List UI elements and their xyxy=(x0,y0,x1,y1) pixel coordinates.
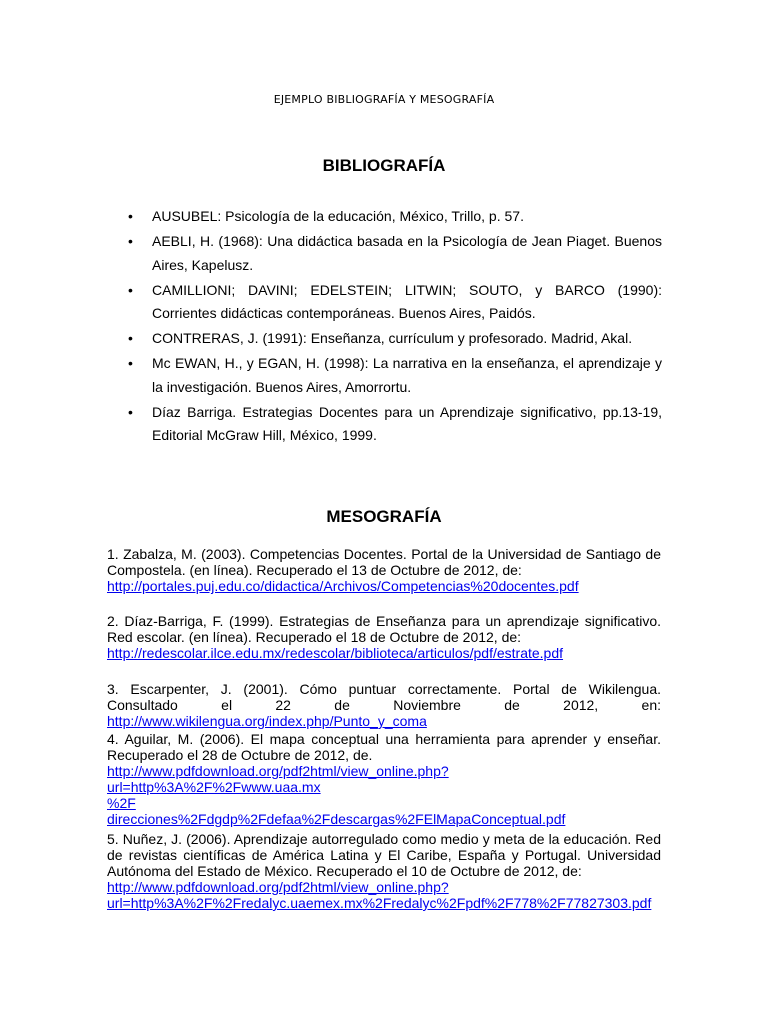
bibliografia-item xyxy=(128,230,662,277)
bullet-icon: • xyxy=(128,355,133,371)
mesografia-entry-text: 4. Aguilar, M. (2006). El mapa conceptual una herramienta para aprender y enseñar. Recuperado el 28 de Octubre de 2012, de. xyxy=(107,731,661,763)
bibliografia-item-text: CAMILLIONI; DAVINI; EDELSTEIN; LITWIN; SOUTO, y BARCO (1990): Corrientes didácticas contemporáneas. Buenos Aires, Paidós. xyxy=(152,281,662,321)
bibliografia-item-text: AUSUBEL: Psicología de la educación, México, Trillo, p. 57. xyxy=(152,208,524,224)
bibliografia-item xyxy=(128,205,662,229)
mesografia-entry xyxy=(107,731,661,827)
mesografia-link[interactable]: url=http%3A%2F%2Fredalyc.uaemex.mx%2Fredalyc%2Fpdf%2F778%2F77827303.pdf xyxy=(107,895,652,911)
bibliografia-item xyxy=(128,352,662,399)
bibliografia-item-text: Mc EWAN, H., y EGAN, H. (1998): La narrativa en la enseñanza, el aprendizaje y la investigación. Buenos Aires, Amorrortu. xyxy=(152,355,662,395)
bibliografia-item xyxy=(128,401,662,448)
mesografia-link[interactable]: http://portales.puj.edu.co/didactica/Archivos/Competencias%20docentes.pdf xyxy=(107,578,579,594)
mesografia-entry xyxy=(107,546,661,594)
bullet-icon: • xyxy=(128,281,133,298)
bullet-icon: • xyxy=(128,403,133,420)
mesografia-link[interactable]: %2F xyxy=(107,795,136,811)
mesografia-entry-text: 3. Escarpenter, J. (2001). Cómo puntuar correctamente. Portal de Wikilengua. Consultado el 22 de Noviembre de 2012, en: xyxy=(107,681,661,713)
bullet-icon: • xyxy=(128,330,133,346)
bibliografia-item xyxy=(128,327,662,351)
mesografia-entry xyxy=(107,613,661,661)
bibliografia-item xyxy=(128,279,662,326)
document-title: EJEMPLO BIBLIOGRAFÍA Y MESOGRAFÍA xyxy=(273,93,495,106)
bibliografia-item-text: CONTRERAS, J. (1991): Enseñanza, currículum y profesorado. Madrid, Akal. xyxy=(152,330,633,346)
bibliografia-heading: BIBLIOGRAFÍA xyxy=(322,156,446,175)
mesografia-link[interactable]: http://www.pdfdownload.org/pdf2html/view_online.php?url=http%3A%2F%2Fwww.uaa.mx xyxy=(107,763,449,795)
mesografia-link[interactable]: http://www.wikilengua.org/index.php/Punto_y_coma xyxy=(107,713,427,729)
bibliografia-item-text: AEBLI, H. (1968): Una didáctica basada en la Psicología de Jean Piaget. Buenos Aires, Kapelusz. xyxy=(152,233,662,273)
mesografia-link[interactable]: direcciones%2Fdgdp%2Fdefaa%2Fdescargas%2FElMapaConceptual.pdf xyxy=(107,811,566,827)
bullet-icon: • xyxy=(128,233,133,249)
mesografia-entry-text: 2. Díaz-Barriga, F. (1999). Estrategias de Enseñanza para un aprendizaje significativo. Red escolar. (en línea). Recuperado el 18 de Octubre de 2012, de: xyxy=(107,613,661,645)
mesografia-entry xyxy=(107,831,661,911)
mesografia-link[interactable]: http://redescolar.ilce.edu.mx/redescolar/biblioteca/articulos/pdf/estrate.pdf xyxy=(107,645,564,661)
mesografia-link[interactable]: http://www.pdfdownload.org/pdf2html/view_online.php? xyxy=(107,879,449,895)
bullet-icon: • xyxy=(128,208,133,224)
mesografia-entry xyxy=(107,681,661,729)
mesografia-entry-text: 5. Nuñez, J. (2006). Aprendizaje autorregulado como medio y meta de la educación. Red de revistas científicas de América Latina y El Caribe, España y Portugal. Universidad Autónoma del Estado de México. Recuperado el 10 de Octubre de 2012, de: xyxy=(107,831,661,879)
bibliografia-list xyxy=(128,205,662,449)
mesografia-heading: MESOGRAFÍA xyxy=(326,507,442,526)
mesografia-entry-text: 1. Zabalza, M. (2003). Competencias Docentes. Portal de la Universidad de Santiago de Compostela. (en línea). Recuperado el 13 de Octubre de 2012, de: xyxy=(107,546,661,578)
bibliografia-item-text: Díaz Barriga. Estrategias Docentes para un Aprendizaje significativo, pp.13-19, Editorial McGraw Hill, México, 1999. xyxy=(152,403,662,443)
